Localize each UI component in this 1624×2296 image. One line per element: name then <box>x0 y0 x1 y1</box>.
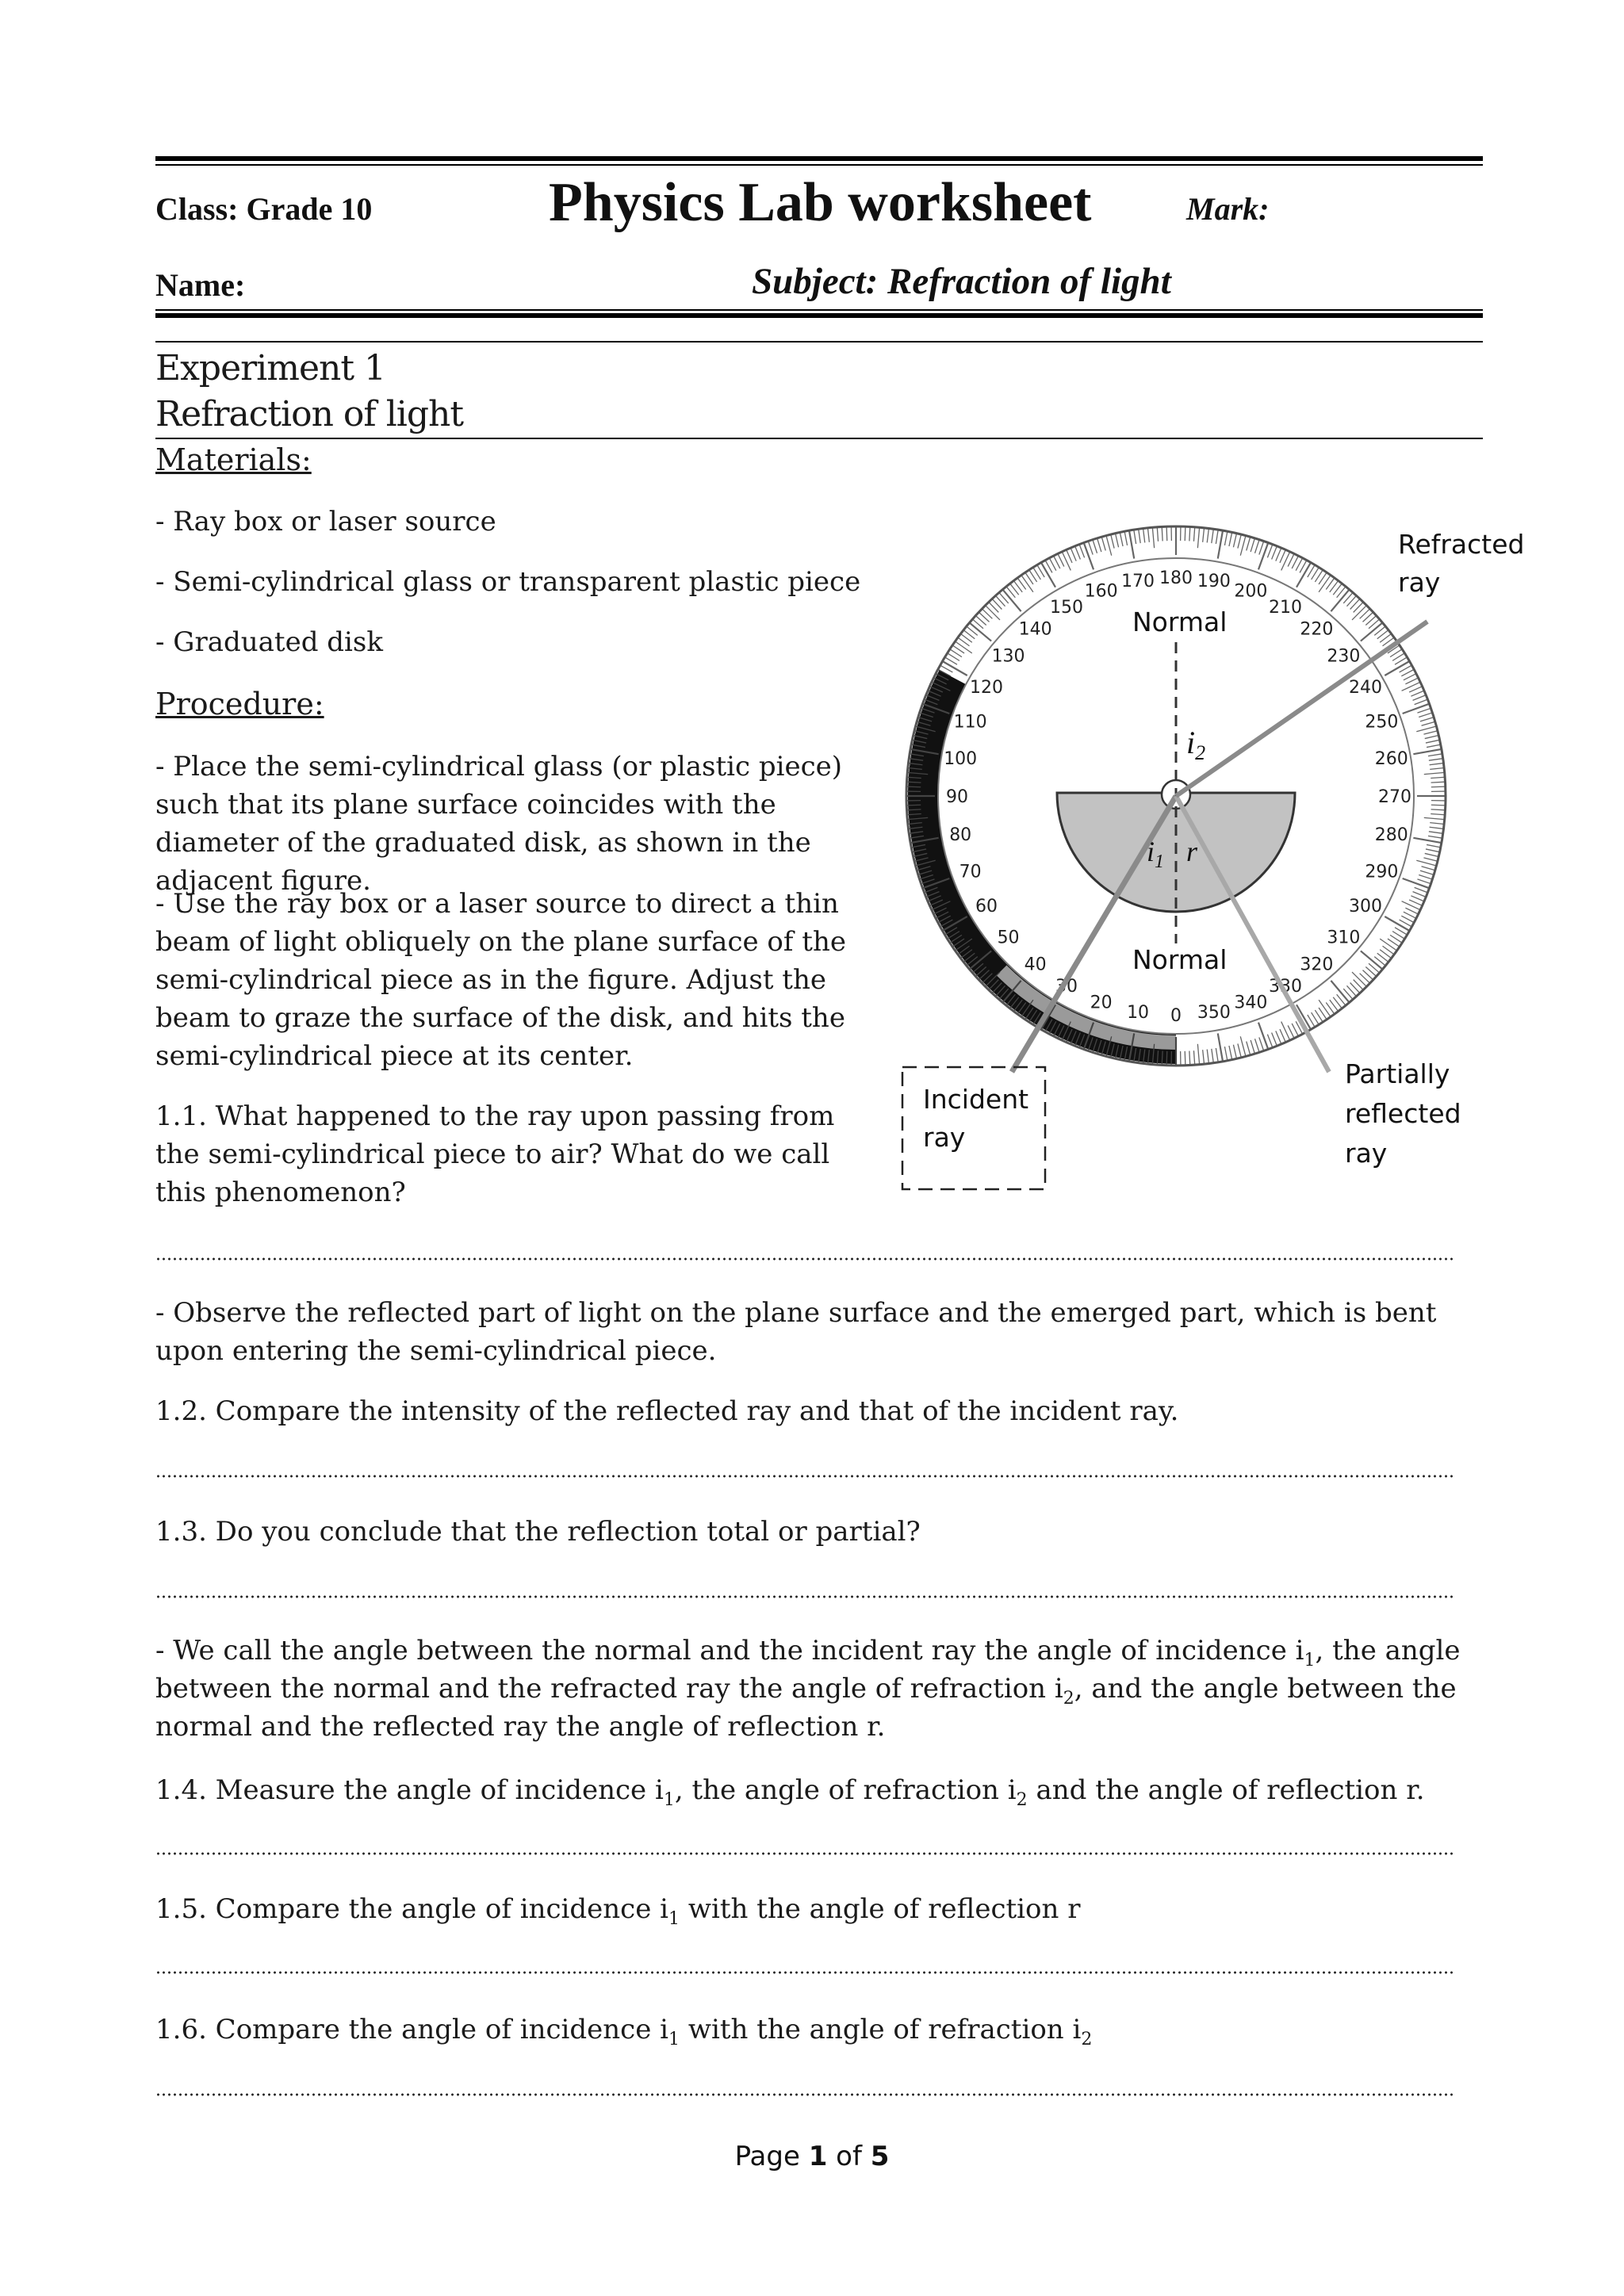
scale-label: 240 <box>1349 678 1383 698</box>
scale-tick <box>1134 530 1136 544</box>
scale-tick <box>1157 527 1158 541</box>
scale-tick <box>1411 691 1424 696</box>
scale-tick <box>1251 1040 1254 1054</box>
scale-tick <box>1116 534 1119 548</box>
scale-tick <box>1229 532 1232 546</box>
q1-6-part-a: 1.6. Compare the angle of incidence i <box>155 2014 669 2045</box>
scale-tick <box>1267 1035 1272 1048</box>
scale-tick <box>1431 786 1446 787</box>
scale-label: 350 <box>1197 1002 1231 1023</box>
scale-tick <box>1233 1045 1236 1059</box>
scale-tick <box>1240 536 1246 556</box>
scale-tick <box>1238 1043 1241 1057</box>
of-word: of <box>836 2141 862 2172</box>
scale-tick <box>1405 908 1418 914</box>
scale-tick <box>1411 896 1424 901</box>
scale-tick <box>1229 1046 1232 1060</box>
scale-tick <box>1255 540 1260 553</box>
normal-top-label: Normal <box>1132 607 1228 637</box>
question-1-1: 1.1. What happened to the ray upon passing from the semi-cylindrical piece to air? What do we call this phenomenon? <box>155 1100 835 1208</box>
scale-tick <box>1166 1051 1167 1066</box>
scale-label: 310 <box>1327 928 1361 948</box>
scale-tick <box>1428 754 1442 756</box>
subscript: 2 <box>1081 2029 1093 2049</box>
scale-tick <box>1288 1025 1294 1038</box>
definitions-part-b: , the angle between the normal and the refracted ray the angle of refraction i <box>155 1635 1461 1705</box>
page-total: 5 <box>870 2141 890 2172</box>
materials-heading: Materials: <box>155 442 312 477</box>
page-number: 1 <box>808 2141 828 2172</box>
scale-tick <box>1402 682 1421 691</box>
scale-label: 110 <box>953 712 987 733</box>
angle-i1-sub: 1 <box>1155 851 1165 872</box>
scale-label: 120 <box>969 678 1003 698</box>
q1-4-part-b: , the angle of refraction i <box>674 1774 1017 1806</box>
scale-tick <box>1413 695 1427 701</box>
scale-tick <box>1422 721 1435 725</box>
scale-tick <box>1129 530 1134 558</box>
scale-label: 170 <box>1121 572 1155 592</box>
scale-tick <box>1424 817 1445 819</box>
scale-tick <box>1216 530 1218 544</box>
scale-tick <box>1021 575 1033 591</box>
scale-tick <box>1281 1022 1290 1041</box>
procedure-step: - Use the ray box or a laser source to direct a thin beam of light obliquely on the plane surface of the semi-cylindrical piece as in the figure. Adjust the beam to graze the surface of the disk, and hits the semi-cylindrical piece at its center. <box>155 888 846 1072</box>
scale-tick <box>1166 526 1167 541</box>
scale-tick <box>1431 813 1445 814</box>
question-1-2: 1.2. Compare the intensity of the reflected ray and that of the incident ray. <box>155 1395 1179 1427</box>
scale-tick <box>1075 546 1081 560</box>
header-top-rule-thick <box>155 156 1483 161</box>
scale-tick <box>1259 541 1264 555</box>
scale-tick <box>1420 718 1434 721</box>
materials-item: - Graduated disk <box>155 626 383 658</box>
scale-tick <box>1428 836 1442 838</box>
scale-label: 300 <box>1349 897 1383 916</box>
scale-tick <box>955 641 971 653</box>
angle-i2-sub: 2 <box>1195 741 1206 764</box>
scale-tick <box>1062 552 1071 571</box>
scale-tick <box>1427 744 1441 747</box>
scale-tick <box>1093 540 1097 553</box>
incident-ray-label: Incident <box>923 1084 1029 1115</box>
q1-5-part-b: with the angle of reflection r <box>680 1893 1081 1925</box>
scale-tick <box>1267 545 1272 558</box>
incident-ray-label-2: ray <box>923 1122 966 1153</box>
scale-tick <box>1106 536 1112 556</box>
scale-tick <box>1431 805 1446 806</box>
scale-tick <box>1430 827 1444 828</box>
scale-tick <box>1409 900 1422 905</box>
subscript: 1 <box>668 1908 680 1929</box>
scale-label: 230 <box>1327 646 1361 667</box>
scale-tick <box>1203 528 1205 542</box>
scale-label: 20 <box>1090 993 1113 1013</box>
refracted-ray <box>1176 619 1427 796</box>
scale-tick <box>1079 545 1084 558</box>
scale-label: 340 <box>1234 993 1268 1013</box>
partial-ray-label-3: ray <box>1345 1138 1388 1169</box>
q1-4-part-a: 1.4. Measure the angle of incidence i <box>155 1774 664 1806</box>
scale-tick <box>1258 1023 1268 1050</box>
scale-label: 210 <box>1269 597 1302 618</box>
scale-tick <box>1255 1039 1260 1052</box>
scale-tick <box>1224 1047 1227 1061</box>
page-word: Page <box>734 2141 800 2172</box>
scale-tick <box>1224 531 1227 545</box>
scale-tick <box>1218 530 1223 558</box>
scale-tick <box>1207 1050 1208 1064</box>
scale-label: 40 <box>1024 955 1047 975</box>
observe-paragraph: - Observe the reflected part of light on the plane surface and the emerged part, which is bent upon entering the semi-cylindrical piece. <box>155 1297 1437 1367</box>
scale-tick <box>1189 1051 1190 1066</box>
partial-ray-label-2: reflected <box>1345 1098 1461 1129</box>
page-footer <box>0 2141 1624 2172</box>
header-top-rule-thin <box>155 164 1483 166</box>
refraction-figure <box>872 507 1624 1221</box>
scale-tick <box>1193 527 1194 541</box>
scale-tick <box>906 805 921 806</box>
scale-label: 190 <box>1197 572 1231 592</box>
scale-tick <box>1276 1031 1281 1044</box>
scale-tick <box>1380 939 1396 951</box>
subscript: 2 <box>1063 1688 1074 1709</box>
scale-tick <box>1058 553 1064 566</box>
scale-tick <box>1247 537 1251 550</box>
answer-line-1-2[interactable] <box>155 1475 1456 1478</box>
scale-tick <box>1203 1050 1205 1064</box>
scale-tick <box>1272 546 1277 560</box>
scale-label: 150 <box>1050 597 1083 618</box>
scale-tick <box>1281 552 1290 571</box>
scale-tick <box>1413 838 1441 843</box>
scale-tick <box>1419 875 1432 880</box>
name-label: Name: <box>155 267 246 303</box>
scale-tick <box>1251 538 1254 552</box>
experiment-top-rule <box>155 341 1483 342</box>
scale-tick <box>1403 704 1430 714</box>
scale-tick <box>1431 809 1446 810</box>
scale-tick <box>1403 878 1430 888</box>
scale-tick <box>1120 532 1123 546</box>
question-1-3: 1.3. Do you conclude that the reflection total or partial? <box>155 1516 921 1548</box>
scale-label: 160 <box>1084 581 1118 602</box>
partial-ray-label: Partially <box>1345 1058 1450 1089</box>
mark-label: Mark: <box>1186 191 1270 227</box>
scale-label: 130 <box>991 646 1025 667</box>
scale-tick <box>1427 844 1441 847</box>
scale-tick <box>1417 708 1431 713</box>
scale-label: 250 <box>1365 712 1399 733</box>
page-title: Physics Lab worksheet <box>549 172 1092 233</box>
scale-label: 30 <box>1055 977 1078 997</box>
scale-label: 50 <box>997 928 1020 948</box>
scale-tick <box>1431 777 1445 778</box>
scale-tick <box>1143 529 1145 543</box>
scale-label: 200 <box>1234 581 1268 602</box>
subscript: 1 <box>1304 1650 1316 1670</box>
scale-tick <box>1415 699 1428 704</box>
scale-tick <box>1212 1049 1214 1063</box>
scale-tick <box>1139 529 1141 543</box>
q1-4-part-c: and the angle of reflection r. <box>1027 1774 1425 1806</box>
scale-tick <box>1319 1000 1331 1016</box>
scale-tick <box>1152 527 1154 548</box>
scale-label: 80 <box>949 825 972 845</box>
scale-tick <box>1430 763 1444 765</box>
scale-tick <box>1319 575 1331 591</box>
scale-label: 90 <box>946 787 968 807</box>
scale-tick <box>1189 526 1190 541</box>
answer-line-1-4[interactable] <box>155 1852 1456 1855</box>
procedure-heading: Procedure: <box>155 687 324 721</box>
scale-label: 180 <box>1159 568 1193 588</box>
question-1-6 <box>155 2011 1480 2049</box>
scale-label: 320 <box>1300 955 1334 975</box>
materials-item: - Semi-cylindrical glass or transparent plastic piece <box>155 566 861 598</box>
scale-tick <box>1071 548 1076 561</box>
scale-tick <box>1240 1036 1246 1056</box>
scale-tick <box>1430 823 1444 825</box>
scale-tick <box>1405 678 1418 684</box>
scale-tick <box>1413 892 1427 897</box>
subscript: 2 <box>1016 1789 1028 1810</box>
scale-tick <box>1416 726 1436 732</box>
scale-label: 70 <box>959 862 982 882</box>
question-1-5 <box>155 1890 1480 1928</box>
definitions-part-c: , and the angle between the normal and the reflected ray the angle of reflection r. <box>155 1673 1457 1743</box>
scale-tick <box>1431 782 1446 783</box>
scale-tick <box>1247 1042 1251 1055</box>
scale-tick <box>1067 549 1072 562</box>
scale-tick <box>1417 879 1431 884</box>
subscript: 1 <box>663 1789 675 1810</box>
normal-bottom-label: Normal <box>1132 944 1228 975</box>
scale-tick <box>1124 531 1127 545</box>
scale-tick <box>1430 767 1444 769</box>
scale-tick <box>1147 528 1149 542</box>
scale-tick <box>1288 553 1294 566</box>
scale-tick <box>1259 1037 1264 1050</box>
scale-tick <box>1276 548 1281 561</box>
scale-label: 0 <box>1170 1006 1182 1026</box>
answer-line-1-3[interactable] <box>155 1595 1456 1598</box>
scale-tick <box>1429 832 1443 834</box>
scale-tick <box>1420 871 1434 874</box>
scale-tick <box>986 606 1000 620</box>
scale-tick <box>1218 1033 1223 1061</box>
scale-label: 330 <box>1269 977 1302 997</box>
definitions-paragraph <box>155 1632 1480 1746</box>
procedure-step: - Place the semi-cylindrical glass (or plastic piece) such that its plane surface coincides with the diameter of the graduated disk, as shown in the adjacent figure. <box>155 751 843 897</box>
scale-tick <box>906 786 921 787</box>
scale-tick <box>1111 534 1114 548</box>
scale-label: 290 <box>1365 862 1399 882</box>
q1-5-part-a: 1.5. Compare the angle of incidence i <box>155 1893 669 1925</box>
scale-tick <box>1419 713 1432 718</box>
scale-tick <box>1352 606 1366 620</box>
angle-i1-letter: i <box>1147 836 1155 867</box>
scale-label: 140 <box>1018 619 1052 640</box>
scale-label: 10 <box>1127 1002 1150 1023</box>
angle-r-label: r <box>1186 836 1198 867</box>
scale-label: 220 <box>1300 619 1334 640</box>
scale-label: 280 <box>1374 825 1408 845</box>
scale-tick <box>1212 529 1214 543</box>
scale-tick <box>1197 527 1199 548</box>
scale-tick <box>1233 534 1236 548</box>
scale-tick <box>1238 534 1241 548</box>
header-bottom-rule-thin <box>155 309 1483 311</box>
scale-tick <box>1197 1044 1199 1065</box>
header-bottom-rule-thick <box>155 313 1483 318</box>
scale-tick <box>1280 1029 1285 1042</box>
scale-tick <box>1207 529 1208 543</box>
scale-label: 260 <box>1374 749 1408 770</box>
refracted-ray-label-2: ray <box>1398 567 1441 598</box>
answer-line-1-5[interactable] <box>155 1971 1456 1974</box>
scale-tick <box>1352 972 1366 986</box>
scale-tick <box>1424 772 1445 774</box>
answer-line-1-6[interactable] <box>155 2093 1456 2096</box>
subscript: 1 <box>668 2029 680 2049</box>
question-1-4 <box>155 1771 1480 1809</box>
q1-6-part-b: with the angle of refraction i <box>680 2014 1082 2045</box>
angle-i2-label <box>1186 725 1205 764</box>
scale-tick <box>1415 887 1428 892</box>
scale-tick <box>1423 731 1437 734</box>
scale-tick <box>1423 858 1437 861</box>
scale-tick <box>1426 740 1440 743</box>
scale-tick <box>1258 543 1268 570</box>
scale-tick <box>1422 867 1435 871</box>
scale-tick <box>1402 901 1421 910</box>
refracted-ray-label: Refracted <box>1398 529 1525 560</box>
scale-tick <box>1272 1033 1277 1047</box>
experiment-number: Experiment 1 <box>155 348 386 388</box>
angle-i2-letter: i <box>1186 725 1196 760</box>
scale-tick <box>1097 538 1101 552</box>
scale-tick <box>1088 541 1093 555</box>
scale-tick <box>1216 1048 1218 1062</box>
scale-tick <box>1425 853 1439 856</box>
scale-tick <box>1426 849 1440 852</box>
scale-tick <box>1429 759 1443 761</box>
scale-tick <box>1101 537 1105 550</box>
scale-tick <box>1413 749 1441 754</box>
scale-label: 270 <box>1378 787 1411 807</box>
scale-tick <box>1193 1050 1194 1065</box>
answer-line-1-1[interactable] <box>155 1257 1456 1261</box>
subject-label: Subject: Refraction of light <box>752 261 1171 302</box>
scale-tick <box>1425 736 1439 739</box>
scale-label: 100 <box>944 749 978 770</box>
scale-label: 60 <box>975 897 998 916</box>
scale-tick <box>1084 543 1094 570</box>
scale-tick <box>1409 687 1422 692</box>
definitions-part-a: - We call the angle between the normal and the incident ray the angle of incidence i <box>155 1635 1304 1667</box>
scale-tick <box>1280 549 1285 562</box>
experiment-bottom-rule <box>155 438 1483 439</box>
class-label: Class: Grade 10 <box>155 191 373 227</box>
materials-item: - Ray box or laser source <box>155 506 496 538</box>
experiment-title: Refraction of light <box>155 394 464 434</box>
scale-tick <box>1416 860 1436 866</box>
